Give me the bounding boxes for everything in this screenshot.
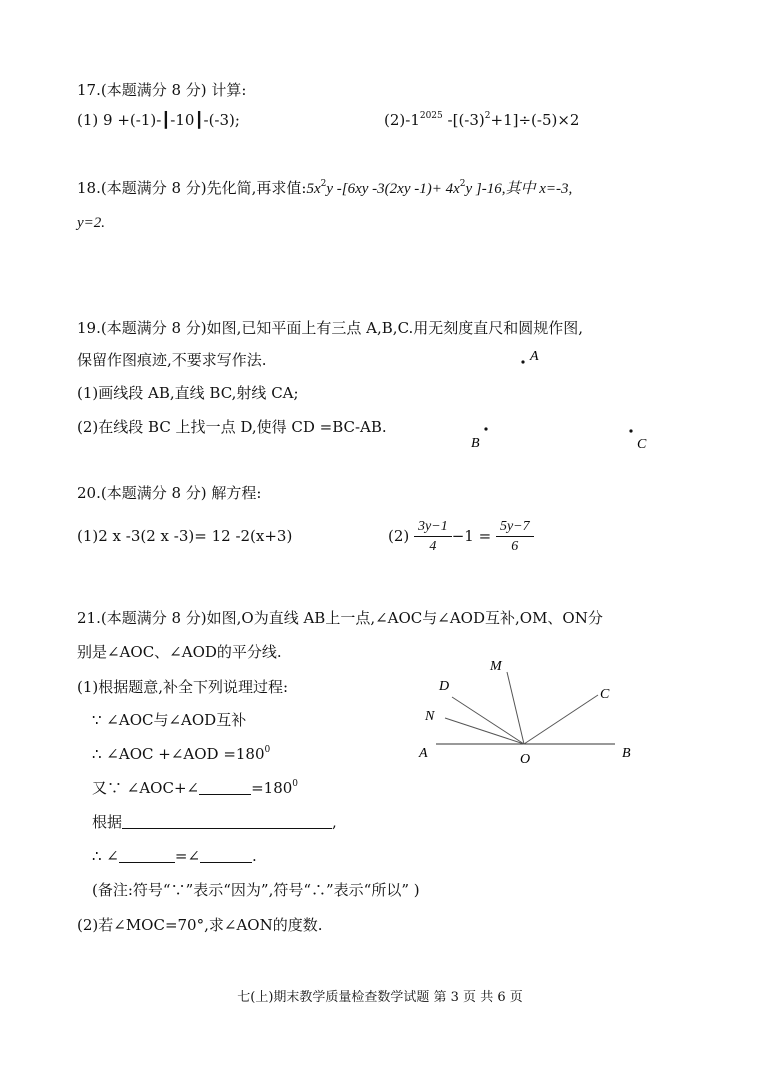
q19-line1: 19.(本题满分 8 分)如图,已知平面上有三点 A,B,C.用无刻度直尺和圆规作图, [77,319,584,337]
q21-line1: 21.(本题满分 8 分)如图,O为直线 AB上一点,∠AOC与∠AOD互补,OM、ON分 [77,609,603,627]
q19-line3: (1)画线段 AB,直线 BC,射线 CA; [77,384,299,402]
q18-line1: 18.(本题满分 8 分)先化简,再求值$:5x^2y$ -[6xy -3(2xy $-1)+ 4x^2y$ ]-16,其中 x=-3, [77,179,573,197]
point-c-dot [629,429,632,432]
fig-label-o: O [520,752,531,767]
ray-od [452,697,524,744]
q21-line3: (1)根据题意,补全下列说理过程: [77,678,289,696]
q19-figure [460,340,660,460]
fig-label-c: C [600,687,610,702]
q21-line7: 根据 , [92,813,337,831]
ray-oc [524,695,598,744]
fraction-left: $\frac{3y-1}{4}$ [414,517,452,556]
answer-blank-2[interactable] [122,814,332,829]
q17-header: 17.(本题满分 8 分) 计算: [77,81,247,99]
fraction-right: $\frac{5y-7}{6}$ [496,517,534,556]
q19-line2: 保留作图痕迹,不要求写作法. [77,351,267,369]
q18-line2: y=2. [77,215,106,231]
fig-label-b: B [622,746,631,761]
answer-blank-1[interactable] [199,780,251,795]
q21-line10: (2)若∠MOC=70°,求∠AON的度数. [77,916,323,934]
answer-blank-3[interactable] [119,848,175,863]
q21-line6: 又∵ ∠AOC+∠ $=180^0$ [92,779,299,797]
q19-line4: (2)在线段 BC 上找一点 D,使得 CD =BC-AB. [77,418,387,436]
q20-part2: (2) $\frac{3y-1}{4}$ −1 = $\frac{5y-7}{6}$ [388,515,534,557]
q21-note: (备注:符号“∵”表示“因为”,符号“∴”表示“所以” ) [92,881,420,899]
ray-om [507,672,524,744]
fig-label-n: N [425,709,435,724]
fig-label-d: D [439,679,450,694]
point-a-dot [521,360,524,363]
fig-label-a: A [419,746,428,761]
answer-blank-4[interactable] [200,848,252,863]
page-footer: 七(上)期末教学质量检查数学试题 第 3 页 共 6 页 [237,990,523,1005]
point-b-label: B [471,436,480,451]
q17-part1: (1) 9 +(-1)-┃-10┃-(-3); [77,111,240,129]
q21-line5: ∴ ∠AOC +∠AOD $=180^0$ [92,745,271,763]
fig-label-m: M [490,659,502,674]
q21-line2: 别是∠AOC、∠AOD的平分线. [77,643,282,661]
point-c-label: C [637,437,647,452]
q21-line4: ∵ ∠AOC与∠AOD互补 [92,711,247,729]
q17-part2: $(2)-1^{2025}$ $-[(-3)^2+1]\div(-5)\times 2$ [384,111,580,129]
q21-figure [410,650,640,775]
point-b-dot [484,427,487,430]
ray-on [445,718,524,744]
point-a-label: A [530,349,539,364]
q20-header: 20.(本题满分 8 分) 解方程: [77,484,262,502]
q21-line8: ∴ ∠ =∠ . [92,847,257,865]
q20-part1: (1)2 x -3(2 x -3)= 12 -2(x+3) [77,527,293,545]
